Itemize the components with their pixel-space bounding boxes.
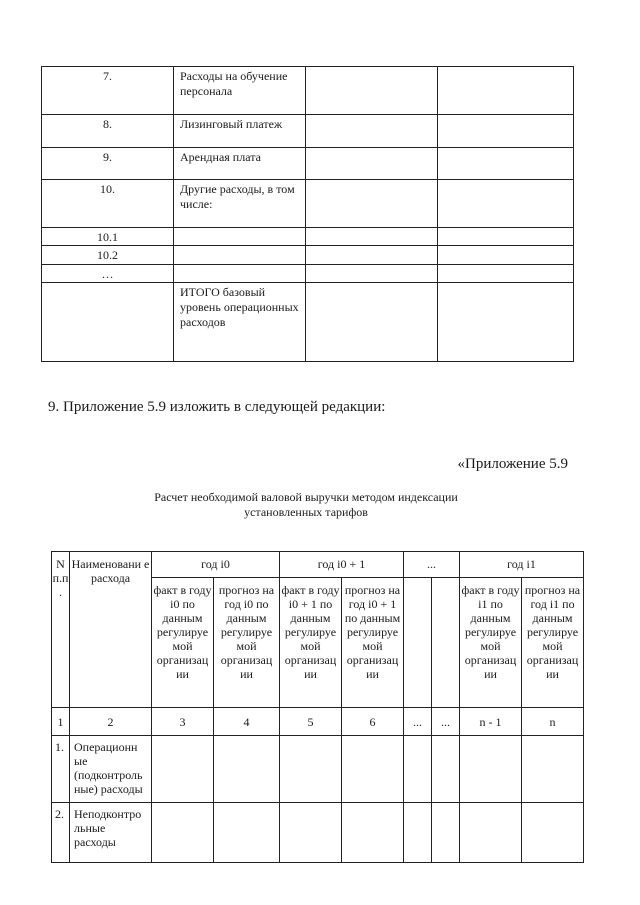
column-index: 3 <box>152 708 214 736</box>
value-cell <box>404 803 432 863</box>
row-number: 10. <box>42 180 174 228</box>
subheader-empty <box>432 578 460 708</box>
row-name: ИТОГО базовый уровень операционных расходов <box>174 283 306 362</box>
row-number <box>42 283 174 362</box>
column-index: n - 1 <box>460 708 522 736</box>
value-cell <box>152 736 214 803</box>
row-name: Лизинговый платеж <box>174 115 306 148</box>
row-name <box>174 265 306 283</box>
row-number: 7. <box>42 67 174 115</box>
value-cell <box>342 803 404 863</box>
table-row <box>42 246 574 265</box>
table-row <box>42 283 574 362</box>
row-name <box>174 246 306 265</box>
table-row <box>42 67 574 115</box>
amendment-paragraph: 9. Приложение 5.9 изложить в следующей редакции: <box>48 399 386 415</box>
value-cell <box>280 736 342 803</box>
value-cell <box>438 246 574 265</box>
table-row <box>42 148 574 180</box>
subheader-forecast-i0-plus-1: прогноз на год i0 + 1 по данным регулируе мой организац ии <box>342 578 404 708</box>
value-cell <box>214 803 280 863</box>
value-cell <box>306 246 438 265</box>
value-cell <box>522 803 584 863</box>
column-index: 1 <box>52 708 70 736</box>
subheader-empty <box>404 578 432 708</box>
value-cell <box>152 803 214 863</box>
value-cell <box>438 180 574 228</box>
row-number: 1. <box>52 736 70 803</box>
value-cell <box>438 148 574 180</box>
value-cell <box>522 736 584 803</box>
column-index: 5 <box>280 708 342 736</box>
value-cell <box>306 115 438 148</box>
column-index: 6 <box>342 708 404 736</box>
row-name <box>174 228 306 246</box>
value-cell <box>432 803 460 863</box>
row-name: Неподконтро льные расходы <box>70 803 152 863</box>
table-header-row <box>52 552 584 578</box>
header-ellipsis: ... <box>404 552 460 578</box>
row-number: 9. <box>42 148 174 180</box>
calculation-title: Расчет необходимой валовой выручки методом индексации установленных тарифов <box>154 490 458 519</box>
value-cell <box>438 265 574 283</box>
value-cell <box>306 148 438 180</box>
subheader-fact-i0: факт в году i0 по данным регулируе мой организац ии <box>152 578 214 708</box>
table-row <box>42 115 574 148</box>
value-cell <box>404 736 432 803</box>
column-index: 2 <box>70 708 152 736</box>
header-expense-name: Наименовани е расхода <box>70 552 152 708</box>
column-index: n <box>522 708 584 736</box>
value-cell <box>432 736 460 803</box>
operating-expenses-table <box>41 66 574 362</box>
table-row <box>42 180 574 228</box>
row-name: Операционн ые (подконтроль ные) расходы <box>70 736 152 803</box>
table-row <box>52 803 584 863</box>
revenue-calculation-table <box>51 551 584 863</box>
value-cell <box>460 803 522 863</box>
column-index-row <box>52 708 584 736</box>
table-row <box>42 265 574 283</box>
row-name: Расходы на обучение персонала <box>174 67 306 115</box>
header-year-i0: год i0 <box>152 552 280 578</box>
table-row <box>42 228 574 246</box>
subheader-fact-i1: факт в году i1 по данным регулируе мой организац ии <box>460 578 522 708</box>
value-cell <box>214 736 280 803</box>
subheader-forecast-i0: прогноз на год i0 по данным регулируе мой организац ии <box>214 578 280 708</box>
row-number: … <box>42 265 174 283</box>
value-cell <box>280 803 342 863</box>
subheader-fact-i0-plus-1: факт в году i0 + 1 по данным регулируе мой организац ии <box>280 578 342 708</box>
value-cell <box>306 180 438 228</box>
value-cell <box>306 67 438 115</box>
appendix-reference: «Приложение 5.9 <box>457 456 568 472</box>
value-cell <box>460 736 522 803</box>
value-cell <box>438 115 574 148</box>
subheader-forecast-i1: прогноз на год i1 по данным регулируе мой организац ии <box>522 578 584 708</box>
header-year-i0-plus-1: год i0 + 1 <box>280 552 404 578</box>
row-number: 10.2 <box>42 246 174 265</box>
value-cell <box>438 283 574 362</box>
row-name: Арендная плата <box>174 148 306 180</box>
value-cell <box>306 228 438 246</box>
header-year-i1: год i1 <box>460 552 584 578</box>
column-index: 4 <box>214 708 280 736</box>
value-cell <box>342 736 404 803</box>
row-number: 10.1 <box>42 228 174 246</box>
value-cell <box>438 67 574 115</box>
row-number: 8. <box>42 115 174 148</box>
value-cell <box>306 283 438 362</box>
column-index: ... <box>404 708 432 736</box>
row-name: Другие расходы, в том числе: <box>174 180 306 228</box>
column-index: ... <box>432 708 460 736</box>
value-cell <box>438 228 574 246</box>
row-number: 2. <box>52 803 70 863</box>
table-row <box>52 736 584 803</box>
header-number: N п.п . <box>52 552 70 708</box>
value-cell <box>306 265 438 283</box>
